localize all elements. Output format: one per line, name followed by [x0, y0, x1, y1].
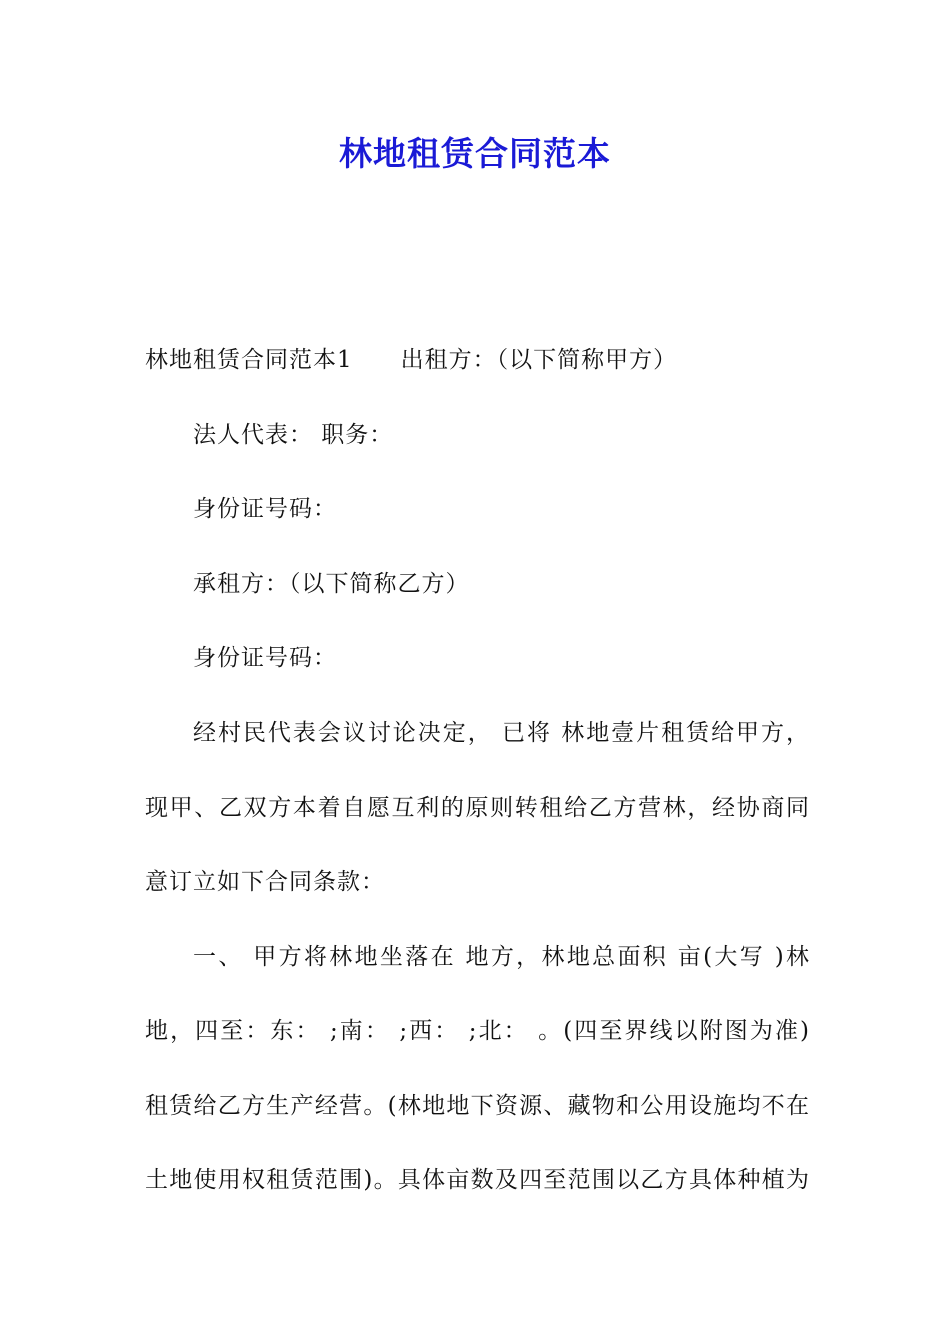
- lessee-line: 承租方：（以下简称乙方）: [193, 571, 470, 597]
- lessee-id-line: 身份证号码：: [193, 645, 337, 671]
- clause-one-line: 土地使用权租赁范围)。具体亩数及四至范围以乙方具体种植为: [145, 1167, 810, 1193]
- paragraph-line: 意订立如下合同条款：: [145, 869, 385, 895]
- clause-one-line: 一、 甲方将林地坐落在 地方，林地总面积 亩(大写 )林: [193, 944, 810, 970]
- clause-one-line: 地，四至：东： ;南： ;西： ;北： 。(四至界线以附图为准): [145, 1018, 810, 1044]
- document-title: 林地租赁合同范本: [339, 134, 611, 173]
- paragraph-line: 现甲、乙双方本着自愿互利的原则转租给乙方营林，经协商同: [145, 795, 810, 821]
- clause-one-line: 租赁给乙方生产经营。(林地地下资源、藏物和公用设施均不在: [145, 1093, 810, 1119]
- paragraph-line: 经村民代表会议讨论决定， 已将 林地壹片租赁给甲方，: [193, 720, 810, 746]
- contract-number-label: 林地租赁合同范本1: [145, 347, 353, 373]
- legal-rep-line: 法人代表： 职务：: [193, 422, 394, 448]
- lessor-label: 出租方：（以下简称甲方）: [400, 347, 678, 373]
- lessor-id-line: 身份证号码：: [193, 496, 337, 522]
- first-line: [145, 345, 810, 375]
